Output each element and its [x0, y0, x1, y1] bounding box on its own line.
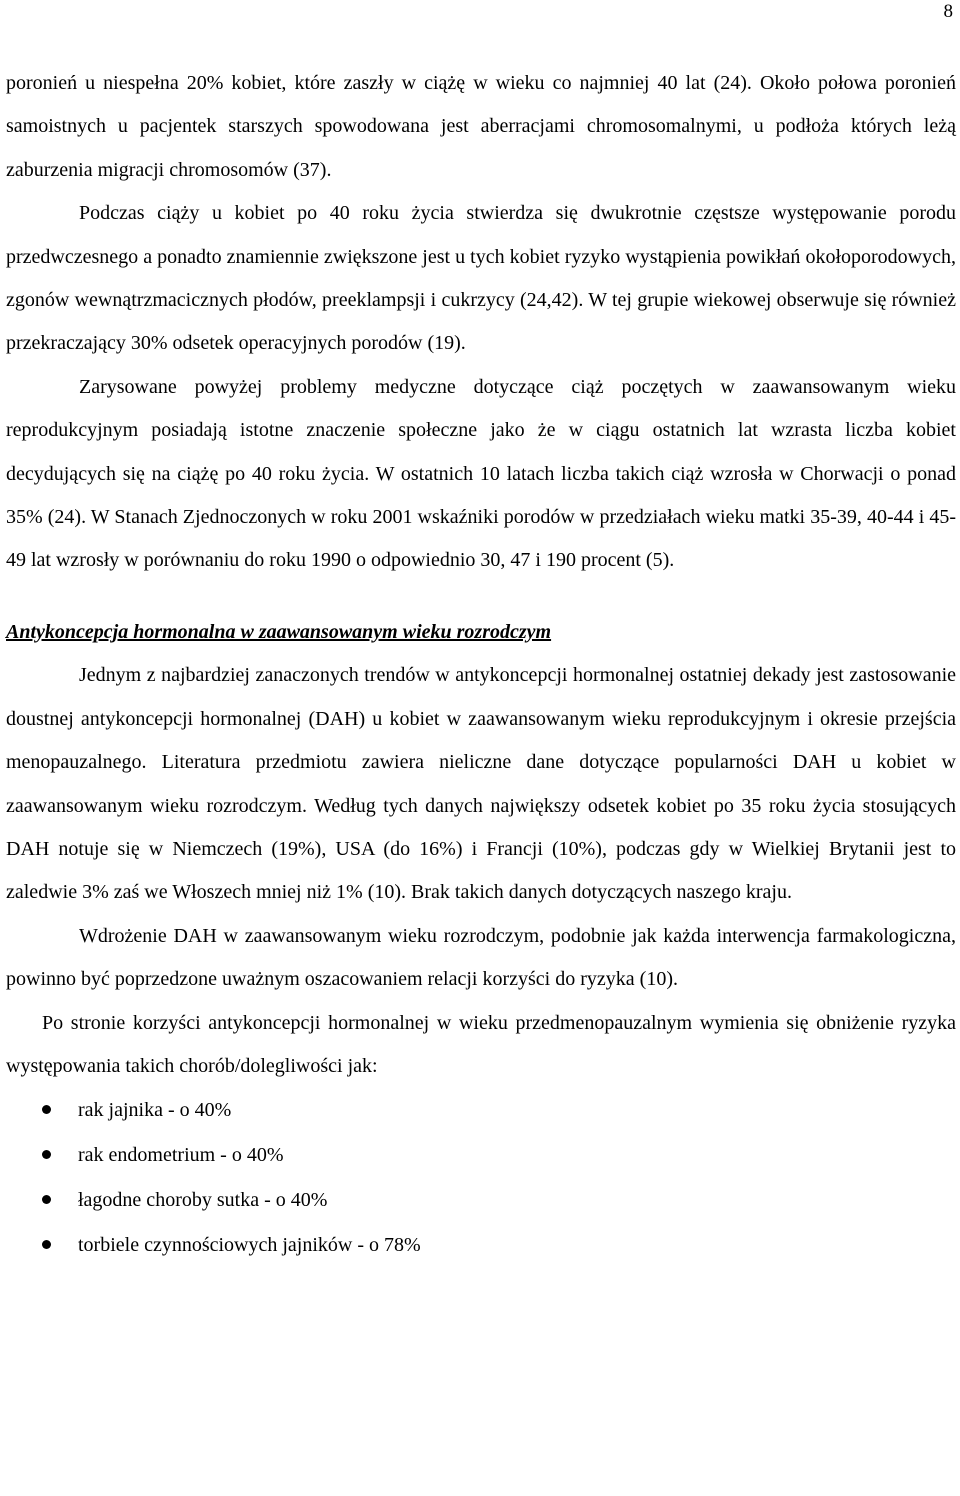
- paragraph-3: Zarysowane powyżej problemy medyczne dotyczące ciąż poczętych w zaawansowanym wieku reprodukcyjnym posiadają istotne znaczenie społeczne jako że w ciągu ostatnich lat wzrasta liczba kobiet decydujących się na ciążę po 40 roku życia. W ostatnich 10 latach liczba takich ciąż wzrosła w Chorwacji o ponad 35% (24). W Stanach Zjednoczonych w roku 2001 wskaźniki porodów w przedziałach wieku matki 35-39, 40-44 i 45-49 lat wzrosły w porównaniu do roku 1990 o odpowiednio 30, 47 i 190 procent (5).: [6, 375, 956, 572]
- paragraph-5: Wdrożenie DAH w zaawansowanym wieku rozrodczym, podobnie jak każda interwencja farmakologiczna, powinno być poprzedzone uważnym oszacowaniem relacji korzyści do ryzyka (10).: [6, 924, 956, 991]
- bullet-icon: [42, 1195, 51, 1204]
- section-heading: Antykoncepcja hormonalna w zaawansowanym wieku rozrodczym: [6, 620, 552, 643]
- bullet-icon: [42, 1240, 51, 1249]
- benefits-list: [6, 1088, 956, 1268]
- paragraph-6: Po stronie korzyści antykoncepcji hormonalnej w wieku przedmenopauzalnym wymienia się obniżenie ryzyka występowania takich chorób/dolegliwości jak:: [6, 1011, 956, 1077]
- bullet-icon: [42, 1150, 51, 1159]
- page-number: 8: [943, 1, 953, 22]
- bullet-icon: [42, 1105, 51, 1114]
- list-item: łagodne choroby sutka - o 40%: [6, 1178, 956, 1223]
- paragraph-2: Podczas ciąży u kobiet po 40 roku życia stwierdza się dwukrotnie częstsze występowanie porodu przedwczesnego a ponadto znamiennie zwiększone jest u tych kobiet ryzyko wystąpienia powikłań okołoporodowych, zgonów wewnątrzmacicznych płodów, preeklampsji i cukrzycy (24,42). W tej grupie wiekowej obserwuje się również przekraczający 30% odsetek operacyjnych porodów (19).: [6, 202, 956, 355]
- list-item: torbiele czynnościowych jajników - o 78%: [6, 1223, 956, 1268]
- list-item: rak endometrium - o 40%: [6, 1133, 956, 1178]
- document-body: [6, 62, 956, 1268]
- paragraph-4: Jednym z najbardziej zanaczonych trendów w antykoncepcji hormonalnej ostatniej dekady jest zastosowanie doustnej antykoncepcji hormonalnej (DAH) u kobiet w zaawansowanym wieku reprodukcyjnym i okresie przejścia menopauzalnego. Literatura przedmiotu zawiera nieliczne dane dotyczące popularności DAH u kobiet w zaawansowanym wieku rozrodczym. Według tych danych największy odsetek kobiet po 35 roku życia stosujących DAH notuje się w Niemczech (19%), USA (do 16%) i Francji (10%), podczas gdy w Wielkiej Brytanii jest to zaledwie 3% zaś we Włoszech mniej niż 1% (10). Brak takich danych dotyczących naszego kraju.: [6, 664, 956, 904]
- list-item: rak jajnika - o 40%: [6, 1088, 956, 1133]
- paragraph-1: poronień u niespełna 20% kobiet, które zaszły w ciążę w wieku co najmniej 40 lat (24). Około połowa poronień samoistnych u pacjentek starszych spowodowana jest aberracjami chromosomalnymi, u podłoża których leżą zaburzenia migracji chromosomów (37).: [6, 72, 956, 181]
